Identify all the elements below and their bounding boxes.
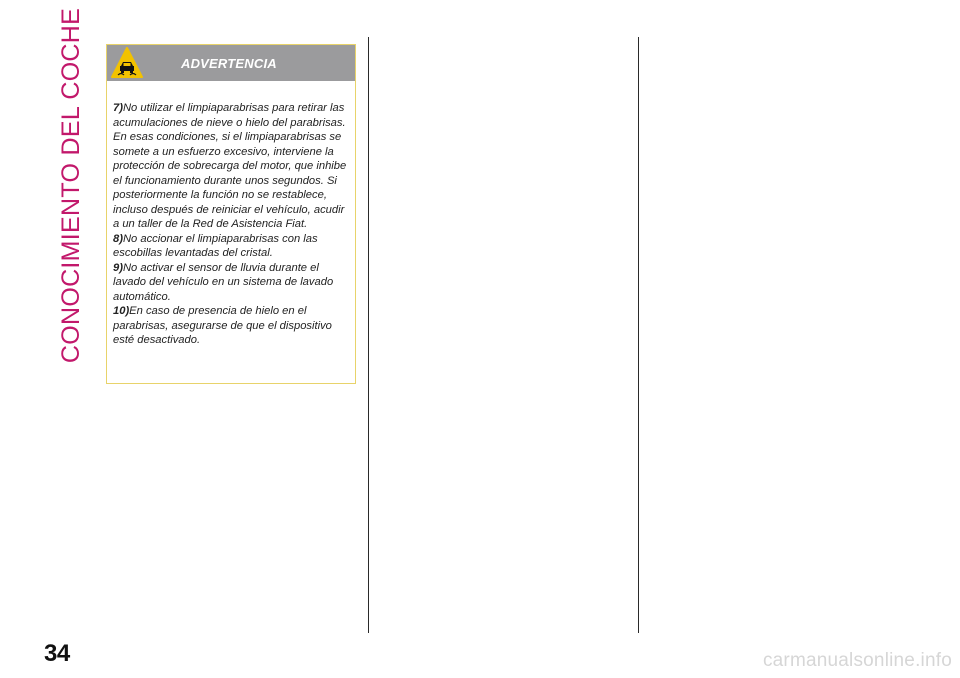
- warning-item-text: No activar el sensor de lluvia durante el lavado del vehículo en un sistema de lavado automático.: [113, 261, 334, 303]
- warning-body: [113, 101, 353, 348]
- warning-item: [113, 232, 353, 261]
- warning-item-number: 10): [113, 305, 130, 317]
- warning-item-text: No utilizar el limpiaparabrisas para retirar las acumulaciones de nieve o hielo del parabrisas. En esas condiciones, si el limpiaparabrisas se somete a un esfuerzo excesivo, interviene la protección de sobrecarga del motor, que inhibe el funcionamiento durante unos segundos. Si posteriormente la función no se restablece, incluso después de reiniciar el vehículo, acudir a un taller de la Red de Asistencia Fiat.: [113, 102, 347, 230]
- warning-item: [113, 261, 353, 305]
- warning-item-text: En caso de presencia de hielo en el parabrisas, asegurarse de que el dispositivo esté desactivado.: [113, 305, 332, 346]
- column-divider: [638, 37, 639, 633]
- warning-item-number: 9): [113, 261, 123, 274]
- warning-header: [107, 45, 355, 81]
- section-title-text: CONOCIMIENTO DEL COCHE: [57, 7, 86, 363]
- warning-title: ADVERTENCIA: [181, 56, 277, 71]
- slippery-car-warning-icon: [110, 46, 144, 80]
- watermark: carmanualsonline.info: [762, 650, 952, 671]
- section-title: [52, 7, 92, 363]
- page-number: 34: [44, 640, 70, 667]
- warning-box: [106, 44, 356, 384]
- warning-item: [113, 304, 353, 348]
- column-divider: [368, 37, 369, 633]
- warning-item-number: 7): [113, 102, 123, 114]
- warning-item: [113, 101, 353, 232]
- warning-item-number: 8): [113, 232, 123, 245]
- warning-item-text: No accionar el limpiaparabrisas con las escobillas levantadas del cristal.: [113, 232, 318, 259]
